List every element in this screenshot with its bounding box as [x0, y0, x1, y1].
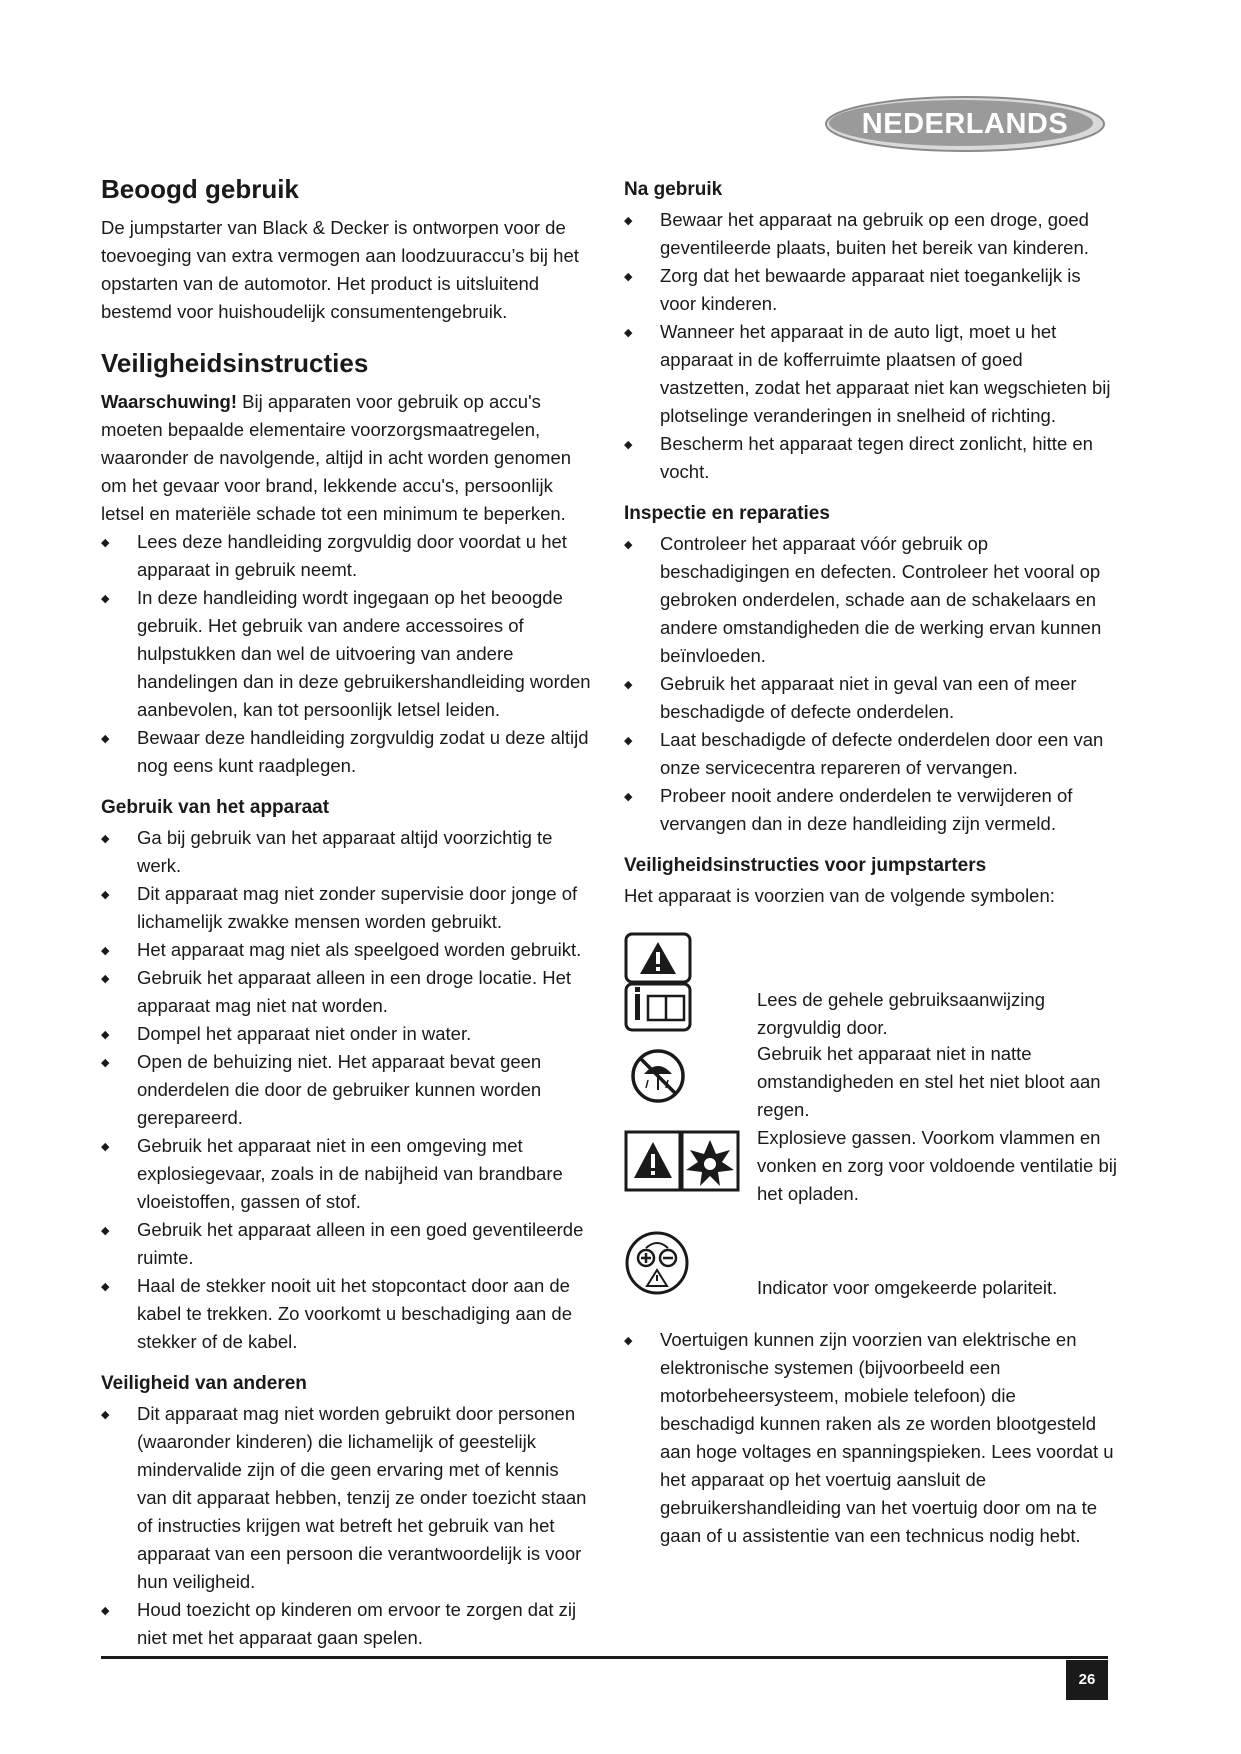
use-title: Gebruik van het apparaat	[101, 797, 330, 818]
symbols-intro: Het apparaat is voorzien van de volgende symbolen:	[624, 885, 1055, 906]
bullet-icon: ◆	[101, 833, 110, 845]
warning-label: Waarschuwing!	[101, 391, 238, 412]
safety-list	[101, 528, 591, 780]
bullet-icon: ◆	[101, 1281, 110, 1293]
bullet-icon: ◆	[101, 973, 110, 985]
inspection-title: Inspectie en reparaties	[624, 503, 830, 524]
bullet-icon: ◆	[624, 327, 633, 339]
symbol-row-manual	[624, 932, 1114, 1040]
bullet-icon: ◆	[624, 791, 633, 803]
list-item: ◆ Dit apparaat mag niet zonder supervisie door jonge of lichamelijk zwakke mensen worden gebruikt.	[101, 880, 591, 936]
symbol-text: Lees de gehele gebruiksaanwijzing zorgvuldig door.	[757, 989, 1045, 1038]
list-item: ◆ Voertuigen kunnen zijn voorzien van elektrische en elektronische systemen (bijvoorbeeld een motorbeheersysteem, mobiele telefoon) die beschadigd kunnen raken als ze worden blootgesteld aan hoge voltages en spanningspieken. Lees voordat u het apparaat op het voertuig aansluit de gebruikershandleiding van het voertuig door om na te gaan of u assistentie van een technicus nodig hebt.	[624, 1326, 1114, 1550]
right-column	[624, 176, 1117, 1550]
symbol-row-rain	[624, 1040, 1114, 1124]
list-item: ◆ Zorg dat het bewaarde apparaat niet toegankelijk is voor kinderen.	[624, 262, 1114, 318]
list-item: ◆ In deze handleiding wordt ingegaan op het beoogde gebruik. Het gebruik van andere accessoires of hulpstukken dan wel de uitvoering van andere handelingen dan in deze gebruikershandleiding worden aanbevolen, kan tot persoonlijk letsel leiden.	[101, 584, 591, 724]
list-item: ◆ Gebruik het apparaat alleen in een droge locatie. Het apparaat mag niet nat worden.	[101, 964, 591, 1020]
list-item: ◆ Bewaar het apparaat na gebruik op een droge, goed geventileerde plaats, buiten het bereik van kinderen.	[624, 206, 1114, 262]
bullet-icon: ◆	[101, 1029, 110, 1041]
bullet-icon: ◆	[624, 679, 633, 691]
intended-use-title: Beoogd gebruik	[101, 174, 299, 204]
reverse-polarity-icon	[624, 1230, 690, 1296]
bullet-icon: ◆	[101, 1225, 110, 1237]
safety-title: Veiligheidsinstructies	[101, 348, 369, 378]
page-number: 26	[1066, 1660, 1108, 1700]
others-title: Veiligheid van anderen	[101, 1373, 307, 1394]
bullet-icon: ◆	[624, 539, 633, 551]
symbol-row-explosive	[624, 1124, 1117, 1216]
footer-rule	[101, 1656, 1108, 1659]
list-item: ◆ Lees deze handleiding zorgvuldig door voordat u het apparaat in gebruik neemt.	[101, 528, 591, 584]
bullet-icon: ◆	[624, 735, 633, 747]
list-item: ◆ Dit apparaat mag niet worden gebruikt door personen (waaronder kinderen) die lichamelijk of geestelijk mindervalide zijn of die geen ervaring met of kennis van dit apparaat hebben, tenzij ze onder toezicht staan of instructies krijgen wat betreft het gebruik van het apparaat van een persoon die verantwoordelijk is voor hun veiligheid.	[101, 1400, 591, 1596]
list-item: ◆ Gebruik het apparaat niet in een omgeving met explosiegevaar, zoals in de nabijheid van brandbare vloeistoffen, gassen of stof.	[101, 1132, 591, 1216]
list-item: ◆ Controleer het apparaat vóór gebruik op beschadigingen en defecten. Controleer het vooral op gebroken onderdelen, schade aan de schakelaars en andere omstandigheden die de werking ervan kunnen beïnvloeden.	[624, 530, 1114, 670]
symbol-text: Indicator voor omgekeerde polariteit.	[757, 1277, 1058, 1298]
list-item: ◆ Probeer nooit andere onderdelen te verwijderen of vervangen dan in deze handleiding zijn vermeld.	[624, 782, 1114, 838]
warning-text: Bij apparaten voor gebruik op accu's moeten bepaalde elementaire voorzorgsmaatregelen, waaronder de navolgende, altijd in acht worden genomen om het gevaar voor brand, lekkende accu's, persoonlijk letsel en materiële schade tot een minimum te beperken.	[101, 391, 572, 524]
list-item: ◆ Bescherm het apparaat tegen direct zonlicht, hitte en vocht.	[624, 430, 1114, 486]
language-badge	[824, 94, 1106, 154]
bullet-icon: ◆	[101, 537, 110, 549]
list-item: ◆ Gebruik het apparaat alleen in een goed geventileerde ruimte.	[101, 1216, 591, 1272]
language-label: NEDERLANDS	[861, 108, 1069, 140]
list-item: ◆ Laat beschadigde of defecte onderdelen door een van onze servicecentra repareren of vervangen.	[624, 726, 1114, 782]
bullet-icon: ◆	[101, 945, 110, 957]
list-item: ◆ Houd toezicht op kinderen om ervoor te zorgen dat zij niet met het apparaat gaan spelen.	[101, 1596, 591, 1652]
others-list	[101, 1400, 591, 1652]
after-use-list	[624, 206, 1114, 486]
read-manual-icon	[624, 932, 692, 1032]
bullet-icon: ◆	[101, 1141, 110, 1153]
symbol-text: Explosieve gassen. Voorkom vlammen en vonken en zorg voor voldoende ventilatie bij het opladen.	[757, 1127, 1117, 1204]
left-column	[101, 172, 591, 1652]
bullet-icon: ◆	[624, 271, 633, 283]
use-list	[101, 824, 591, 1356]
list-item: ◆ Haal de stekker nooit uit het stopcontact door aan de kabel te trekken. Zo voorkomt u beschadiging aan de stekker of de kabel.	[101, 1272, 591, 1356]
bullet-icon: ◆	[101, 1057, 110, 1069]
symbol-text: Gebruik het apparaat niet in natte omstandigheden en stel het niet bloot aan regen.	[757, 1043, 1101, 1120]
list-item: ◆ Bewaar deze handleiding zorgvuldig zodat u deze altijd nog eens kunt raadplegen.	[101, 724, 591, 780]
symbol-row-polarity	[624, 1216, 1114, 1312]
after-use-title: Na gebruik	[624, 179, 723, 200]
safety-warning	[101, 388, 591, 528]
jumpstarter-title: Veiligheidsinstructies voor jumpstarters	[624, 855, 987, 876]
jumpstarter-list	[624, 1326, 1114, 1550]
inspection-list	[624, 530, 1114, 838]
bullet-icon: ◆	[101, 593, 110, 605]
list-item: ◆ Ga bij gebruik van het apparaat altijd voorzichtig te werk.	[101, 824, 591, 880]
bullet-icon: ◆	[624, 439, 633, 451]
explosive-gas-icon	[624, 1130, 740, 1194]
list-item: ◆ Gebruik het apparaat niet in geval van een of meer beschadigde of defecte onderdelen.	[624, 670, 1114, 726]
bullet-icon: ◆	[101, 733, 110, 745]
list-item: ◆ Wanneer het apparaat in de auto ligt, moet u het apparaat in de kofferruimte plaatsen of goed vastzetten, zodat het apparaat niet kan wegschieten bij plotselinge veranderingen in snelheid of richting.	[624, 318, 1114, 430]
intended-use-text: De jumpstarter van Black & Decker is ontworpen voor de toevoeging van extra vermogen aan loodzuuraccu’s bij het opstarten van de automotor. Het product is uitsluitend bestemd voor huishoudelijk consumentengebruik.	[101, 217, 579, 322]
bullet-icon: ◆	[624, 1335, 633, 1347]
bullet-icon: ◆	[101, 889, 110, 901]
list-item: ◆ Dompel het apparaat niet onder in water.	[101, 1020, 591, 1048]
list-item: ◆ Open de behuizing niet. Het apparaat bevat geen onderdelen die door de gebruiker kunnen worden gerepareerd.	[101, 1048, 591, 1132]
bullet-icon: ◆	[624, 215, 633, 227]
no-rain-icon	[628, 1046, 688, 1106]
list-item: ◆ Het apparaat mag niet als speelgoed worden gebruikt.	[101, 936, 591, 964]
bullet-icon: ◆	[101, 1605, 110, 1617]
bullet-icon: ◆	[101, 1409, 110, 1421]
